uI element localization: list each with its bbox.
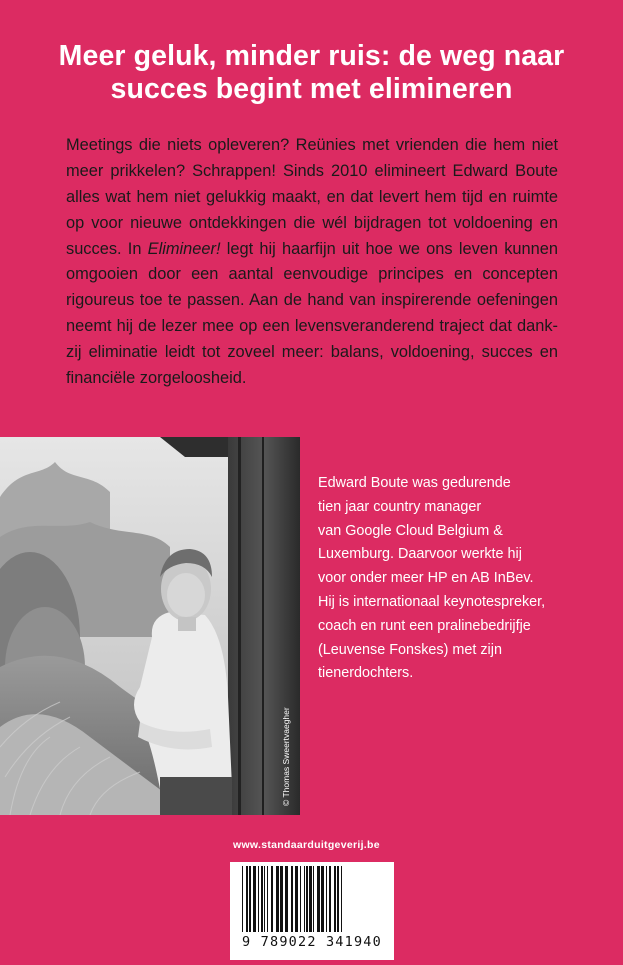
- barcode-bar: [300, 866, 301, 932]
- blurb-line-with-title: [66, 237, 558, 263]
- barcode-bar: [337, 866, 339, 932]
- headline-line-2: succes begint met elimineren: [110, 73, 513, 105]
- barcode-bar: [285, 866, 288, 932]
- barcode-bar: [326, 866, 327, 932]
- author-bio: [318, 472, 598, 686]
- barcode-bar: [271, 866, 273, 932]
- barcode-bar: [267, 866, 268, 932]
- barcode-bar: [334, 866, 336, 932]
- barcode-bar: [309, 866, 312, 932]
- headline-line-1: Meer geluk, minder ruis: de weg naar: [58, 40, 565, 72]
- barcode-bar: [317, 866, 320, 932]
- bio-line: Edward Boute was gedurende: [318, 475, 511, 491]
- isbn-barcode: [230, 862, 394, 960]
- barcode-bar: [246, 866, 248, 932]
- barcode-bar: [249, 866, 251, 932]
- blurb-paragraph: [66, 133, 558, 392]
- barcode-bar: [304, 866, 305, 932]
- book-title-italic: Elimineer!: [147, 239, 221, 258]
- barcode-bar: [291, 866, 293, 932]
- barcode-bar: [261, 866, 263, 932]
- barcode-bar: [321, 866, 324, 932]
- blurb-text: succes. In: [66, 239, 148, 258]
- blurb-line: zij eliminatie leidt tot zoveel meer: balans, voldoening, succes en: [66, 343, 558, 362]
- blurb-line: neemt hij de lezer mee op een levensveranderend traject dat dank-: [66, 317, 558, 336]
- author-photo: [0, 437, 300, 815]
- blurb-line: op voor nieuwe ontdekkingen die wél bijdragen tot voldoening en: [66, 213, 558, 232]
- barcode-bar: [313, 866, 314, 932]
- bio-line: (Leuvense Fonskes) met zijn: [318, 641, 502, 658]
- barcode-bar: [276, 866, 279, 932]
- blurb-line: Meetings die niets opleveren? Reünies met vrienden die hem niet: [66, 136, 558, 154]
- barcode-bar: [329, 866, 331, 932]
- blurb-text: legt hij haarfijn uit hoe we ons leven kunnen: [220, 239, 558, 258]
- bio-line: coach en runt een pralinebedrijfje: [318, 617, 531, 634]
- blurb-line: meer prikkelen? Schrappen! Sinds 2010 elimineert Edward Boute: [66, 161, 558, 180]
- barcode-bar: [280, 866, 283, 932]
- bio-line: van Google Cloud Belgium &: [318, 522, 503, 539]
- publisher-website[interactable]: www.standaarduitgeverij.be: [233, 839, 380, 851]
- bio-line: Luxemburg. Daarvoor werkte hij: [318, 546, 522, 563]
- bio-line: tien jaar country manager: [318, 498, 482, 515]
- barcode-bar: [306, 866, 308, 932]
- barcode-bar: [341, 866, 342, 932]
- barcode-bar: [253, 866, 256, 932]
- barcode-bar: [258, 866, 259, 932]
- bio-line: Hij is internationaal keynotespreker,: [318, 593, 546, 610]
- author-photo-illustration: [0, 437, 300, 815]
- bio-line: voor onder meer HP en AB InBev.: [318, 570, 534, 587]
- blurb-line: omgooien door een aantal eenvoudige principes en concepten: [66, 265, 558, 284]
- bio-line: tienerdochters.: [318, 665, 414, 682]
- photo-credit: © Thomas Sweertvaegher: [281, 707, 291, 806]
- blurb-line: financiële zorgeloosheid.: [66, 369, 247, 388]
- back-cover-headline: [20, 40, 603, 106]
- isbn-number: 9 789022 341940: [242, 934, 382, 950]
- blurb-line: alles wat hem niet gelukkig maakt, en dat levert hem tijd en ruimte: [66, 187, 558, 206]
- barcode-bar: [242, 866, 243, 932]
- barcode-bar: [264, 866, 265, 932]
- blurb-line: rigoureus toe te passen. Aan de hand van inspirerende oefeningen: [66, 291, 558, 310]
- barcode-bar: [295, 866, 298, 932]
